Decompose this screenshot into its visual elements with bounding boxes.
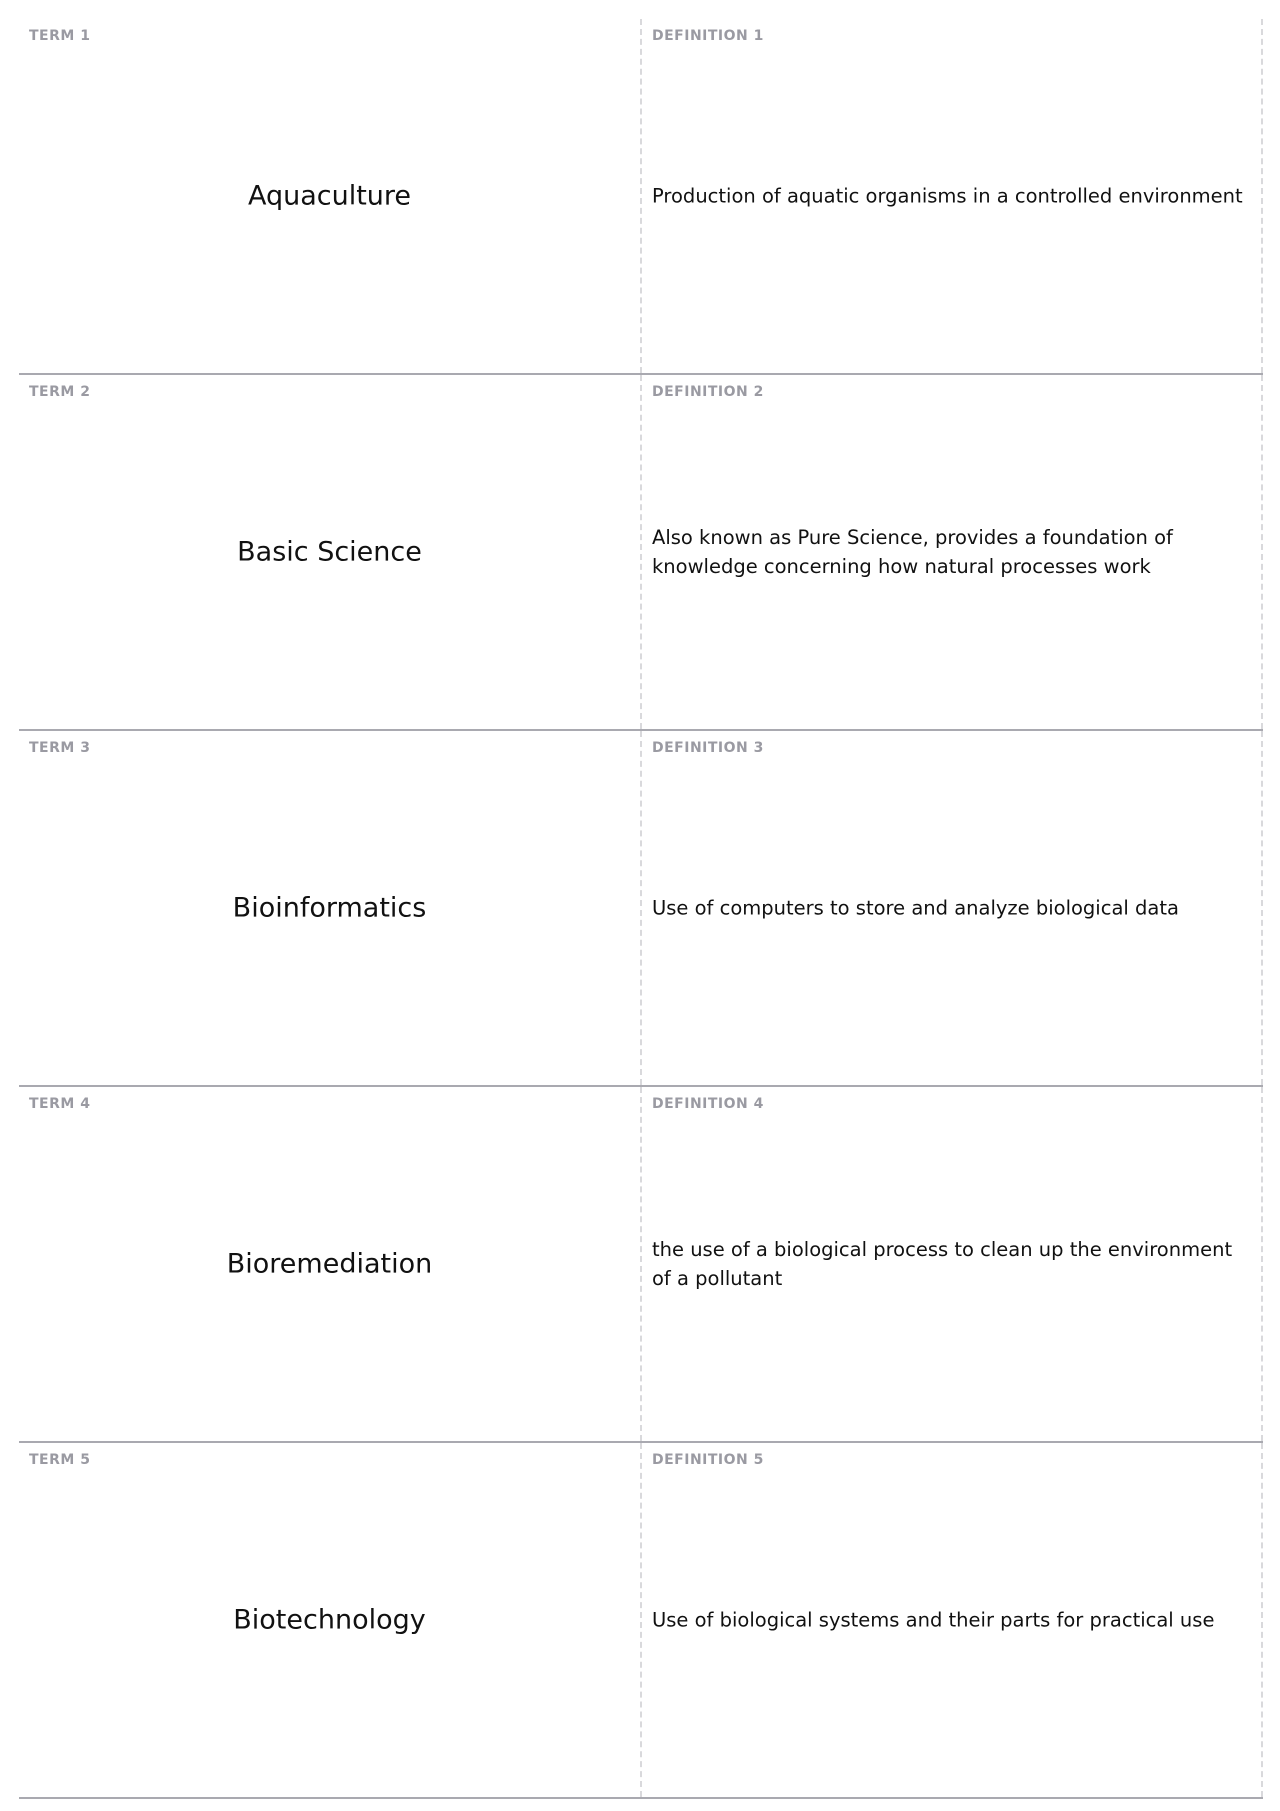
term-text: Bioinformatics — [232, 892, 427, 924]
definition-cell — [642, 731, 1263, 1085]
definition-cell — [642, 1087, 1263, 1441]
definition-label: DEFINITION 2 — [652, 384, 764, 400]
flashcard-row — [19, 375, 1263, 731]
term-cell — [19, 731, 642, 1085]
flashcard-row — [19, 731, 1263, 1087]
term-label: TERM 1 — [29, 28, 91, 44]
flashcard-row — [19, 1087, 1263, 1443]
definition-text: Use of biological systems and their parts for practical use — [652, 1608, 1215, 1632]
definition-cell — [642, 19, 1263, 373]
definition-cell — [642, 1443, 1263, 1797]
term-cell — [19, 1443, 642, 1797]
flashcard-sheet — [19, 19, 1263, 1799]
definition-label: DEFINITION 5 — [652, 1452, 764, 1468]
definition-label: DEFINITION 1 — [652, 28, 764, 44]
definition-label: DEFINITION 3 — [652, 740, 764, 756]
term-cell — [19, 19, 642, 373]
term-cell — [19, 1087, 642, 1441]
definition-text: Use of computers to store and analyze biological data — [652, 896, 1179, 920]
definition-label: DEFINITION 4 — [652, 1096, 764, 1112]
term-cell — [19, 375, 642, 729]
definition-cell — [642, 375, 1263, 729]
term-text: Bioremediation — [226, 1248, 433, 1280]
term-label: TERM 4 — [29, 1096, 91, 1112]
definition-text: Production of aquatic organisms in a controlled environment — [652, 184, 1243, 208]
term-text: Biotechnology — [233, 1604, 426, 1636]
flashcard-row — [19, 1443, 1263, 1799]
term-text: Basic Science — [237, 536, 422, 568]
flashcard-row — [19, 19, 1263, 375]
term-text: Aquaculture — [247, 180, 412, 212]
term-label: TERM 3 — [29, 740, 91, 756]
term-label: TERM 2 — [29, 384, 91, 400]
term-label: TERM 5 — [29, 1452, 91, 1468]
definition-text: the use of a biological process to clean up the environment of a pollutant — [652, 1238, 1233, 1290]
definition-text: Also known as Pure Science, provides a foundation of knowledge concerning how natural processes work — [652, 526, 1173, 578]
